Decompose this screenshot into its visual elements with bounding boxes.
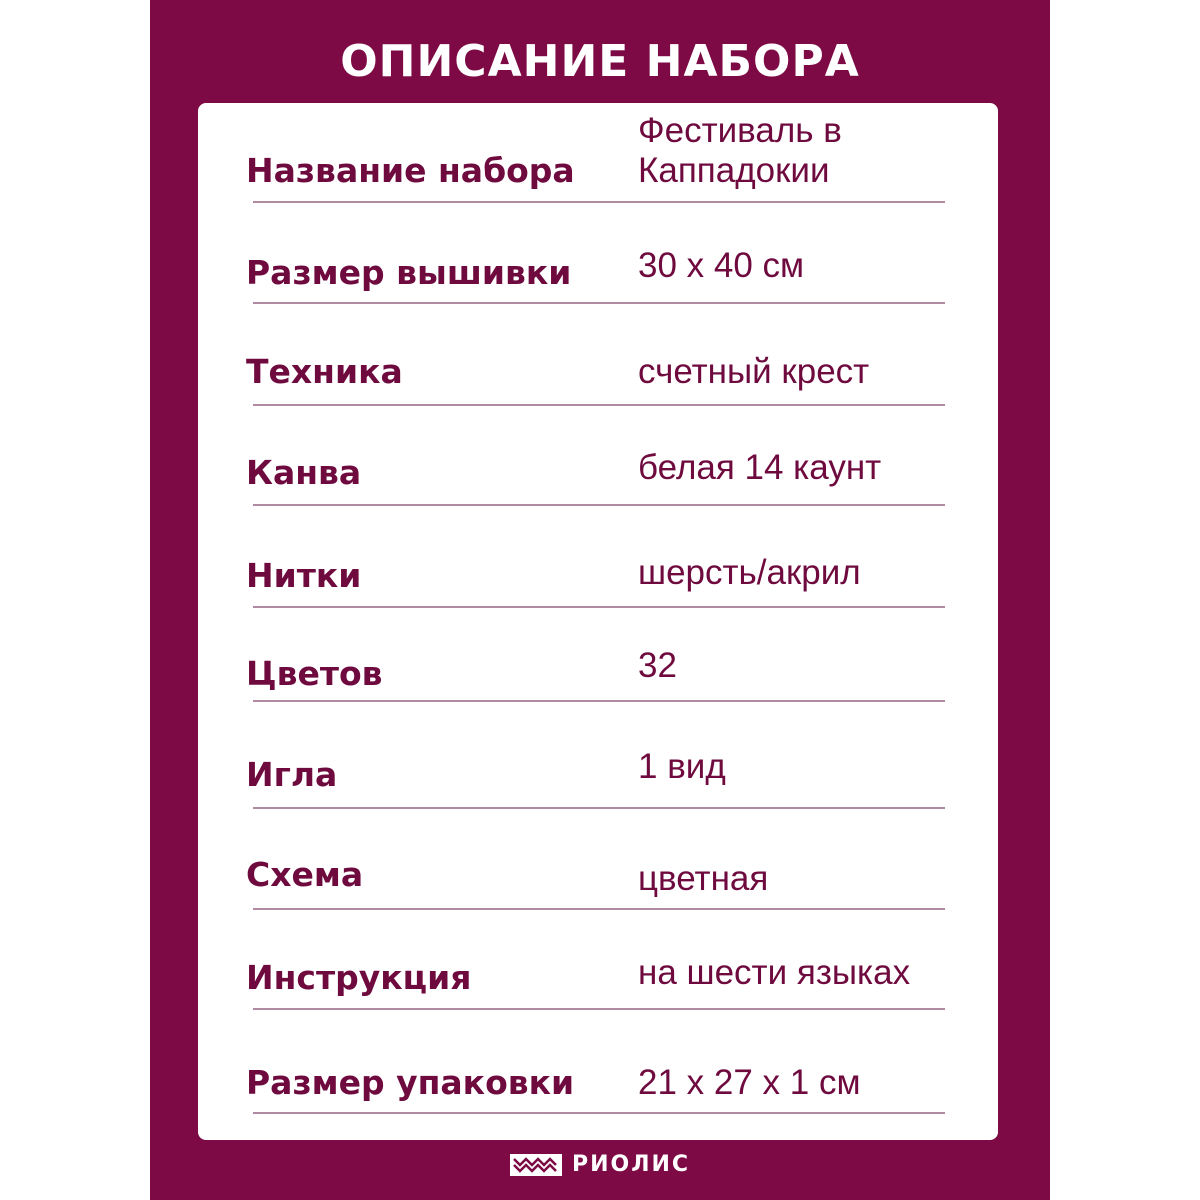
spec-value: шерсть/акрил xyxy=(638,553,861,592)
row-divider xyxy=(253,908,945,910)
spec-label: Канва xyxy=(246,453,362,492)
spec-label: Техника xyxy=(246,352,403,391)
spec-value: белая 14 каунт xyxy=(638,448,882,487)
row-divider xyxy=(253,504,945,506)
riolis-logo-icon xyxy=(510,1154,562,1176)
spec-label: Нитки xyxy=(246,556,362,595)
spec-value: 32 xyxy=(638,646,677,685)
spec-label: Цветов xyxy=(246,654,383,693)
brand-name: РИОЛИС xyxy=(571,1152,691,1177)
description-card xyxy=(198,103,998,1140)
row-divider xyxy=(253,606,945,608)
description-panel xyxy=(150,0,1050,1200)
brand-footer xyxy=(150,1150,1050,1180)
row-divider xyxy=(253,404,945,406)
spec-value: на шести языках xyxy=(638,953,911,992)
row-divider xyxy=(253,302,945,304)
spec-value: 1 вид xyxy=(638,747,726,786)
row-divider xyxy=(253,700,945,702)
spec-label: Размер упаковки xyxy=(246,1063,575,1102)
page-title: ОПИСАНИЕ НАБОРА xyxy=(340,36,860,87)
spec-value: счетный крест xyxy=(638,352,870,391)
spec-value: 21 х 27 х 1 см xyxy=(638,1063,861,1102)
row-divider xyxy=(253,1008,945,1010)
spec-value: цветная xyxy=(638,859,769,898)
spec-value: Фестиваль в Каппадокии xyxy=(638,111,842,190)
spec-value: 30 х 40 см xyxy=(638,246,805,285)
spec-label: Инструкция xyxy=(246,958,472,997)
row-divider xyxy=(253,1112,945,1114)
row-divider xyxy=(253,201,945,203)
spec-label: Название набора xyxy=(246,151,575,190)
row-divider xyxy=(253,807,945,809)
spec-label: Игла xyxy=(246,755,338,794)
spec-label: Размер вышивки xyxy=(246,253,572,292)
spec-label: Схема xyxy=(246,855,364,894)
